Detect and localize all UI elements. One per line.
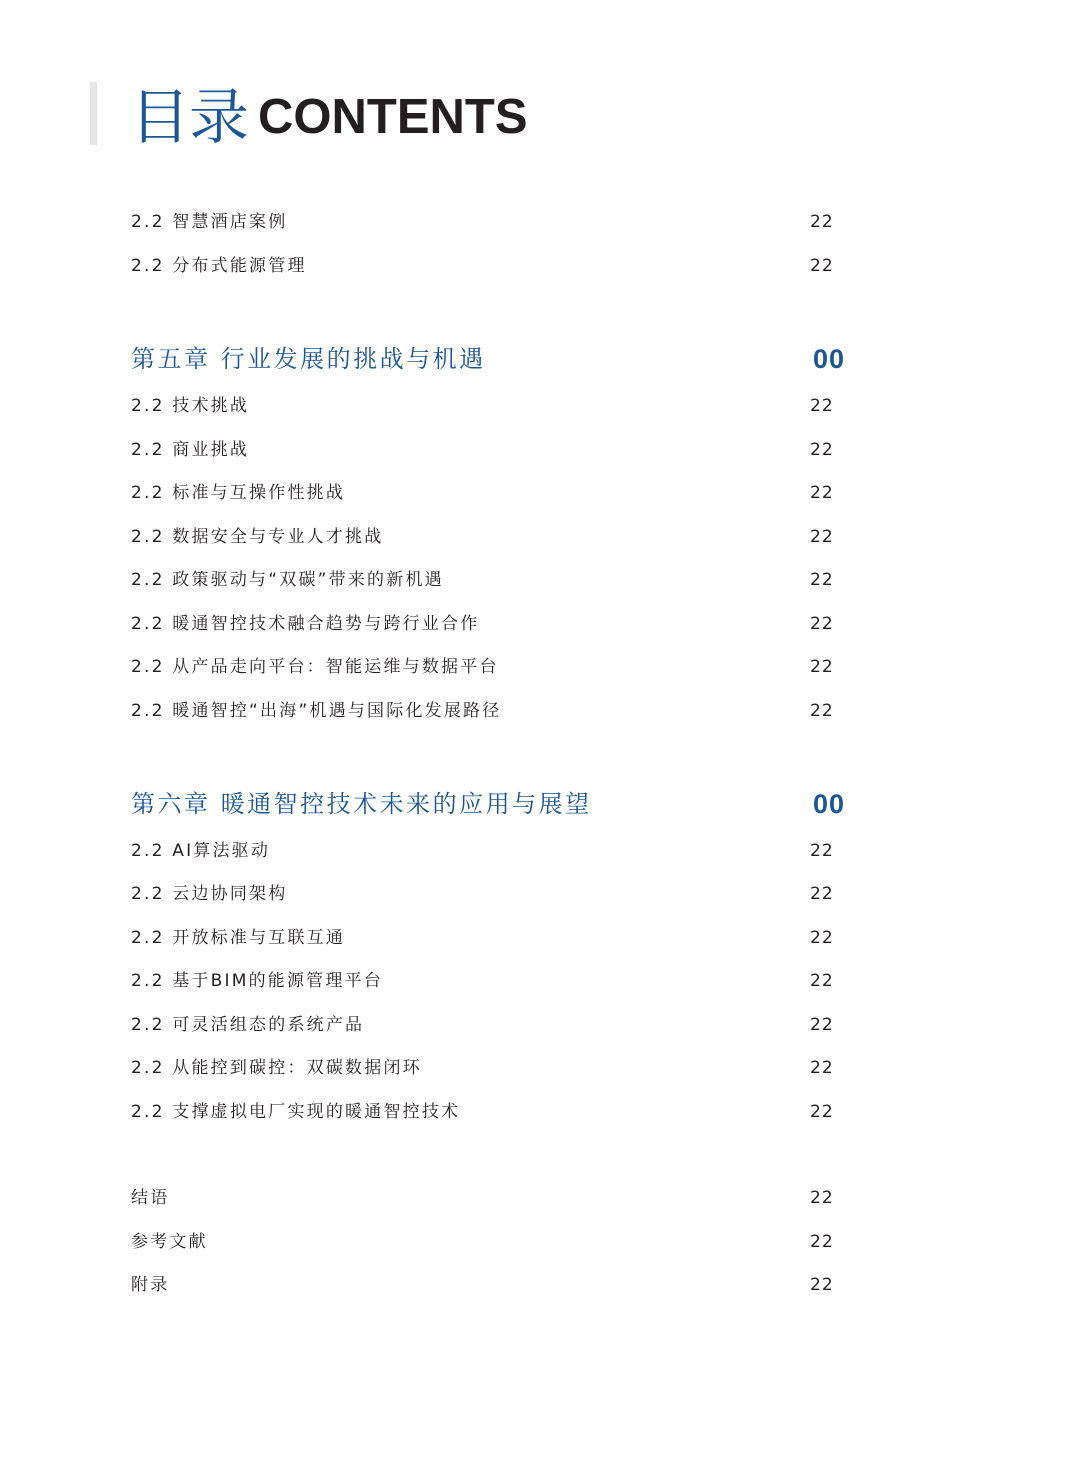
toc-chapter-6[interactable] [131,784,845,824]
title-accent-bar [90,82,97,145]
toc-entry-page: 22 [810,1275,834,1295]
toc-entry-label: 2.2 暖通智控技术融合趋势与跨行业合作 [131,614,480,634]
toc-entry[interactable] [131,565,845,595]
toc-entry-page: 22 [810,483,834,503]
toc-entry-page: 22 [810,841,834,861]
toc-entry[interactable] [131,923,845,953]
toc-entry-page: 22 [810,256,834,276]
toc-entry[interactable] [131,1097,845,1127]
toc-entry-label: 2.2 暖通智控“出海”机遇与国际化发展路径 [131,701,502,721]
chapter-title: 第六章 暖通智控技术未来的应用与展望 [131,790,592,818]
toc-entry[interactable] [131,609,845,639]
toc-entry-label: 2.2 标准与互操作性挑战 [131,483,346,503]
toc-entry[interactable] [131,696,845,726]
toc-entry-label: 2.2 从能控到碳控：双碳数据闭环 [131,1058,422,1078]
toc-entry-label: 2.2 可灵活组态的系统产品 [131,1015,365,1035]
toc-entry[interactable] [131,1010,845,1040]
toc-entry-page: 22 [810,527,834,547]
toc-entry[interactable] [131,522,845,552]
page-title [130,78,528,153]
toc-entry[interactable] [131,435,845,465]
toc-entry-label: 2.2 分布式能源管理 [131,256,307,276]
toc-entry-label: 2.2 云边协同架构 [131,884,288,904]
toc-entry[interactable] [131,1053,845,1083]
toc-entry-page: 22 [810,1188,834,1208]
toc-entry-label: 2.2 商业挑战 [131,440,250,460]
toc-entry[interactable] [131,391,845,421]
toc-entry[interactable] [131,251,845,281]
toc-chapter-5[interactable] [131,339,845,379]
toc-entry-references[interactable] [131,1227,845,1257]
toc-entry-label: 2.2 技术挑战 [131,396,250,416]
chapter-page: 00 [812,344,845,374]
toc-entry-label: 2.2 智慧酒店案例 [131,212,288,232]
toc-entry[interactable] [131,207,845,237]
title-chinese: 目录 [130,83,248,153]
toc-entry-label: 2.2 开放标准与互联互通 [131,928,346,948]
toc-entry-label: 结语 [131,1188,170,1208]
toc-entry-page: 22 [810,614,834,634]
toc-entry-label: 2.2 数据安全与专业人才挑战 [131,527,384,547]
toc-entry-page: 22 [810,701,834,721]
title-english: CONTENTS [258,90,528,144]
toc-entry-page: 22 [810,396,834,416]
toc-entry[interactable] [131,652,845,682]
toc-entry-page: 22 [810,657,834,677]
toc-entry-page: 22 [810,884,834,904]
toc-entry[interactable] [131,879,845,909]
toc-entry[interactable] [131,478,845,508]
toc-entry-page: 22 [810,1232,834,1252]
toc-entry-label: 2.2 支撑虚拟电厂实现的暖通智控技术 [131,1102,461,1122]
toc-entry-appendix[interactable] [131,1270,845,1300]
toc-entry-label: 2.2 从产品走向平台：智能运维与数据平台 [131,657,499,677]
toc-entry-conclusion[interactable] [131,1183,845,1213]
toc-entry[interactable] [131,966,845,996]
chapter-page: 00 [812,789,845,819]
toc-entry-page: 22 [810,1015,834,1035]
toc-entry-label: 附录 [131,1275,170,1295]
toc-entry-page: 22 [810,440,834,460]
toc-entry-label: 2.2 基于BIM的能源管理平台 [131,971,383,991]
toc-entry-label: 参考文献 [131,1232,208,1252]
toc-entry-label: 2.2 政策驱动与“双碳”带来的新机遇 [131,570,444,590]
toc-entry-page: 22 [810,1058,834,1078]
toc-entry-label: 2.2 AI算法驱动 [131,841,271,861]
chapter-title: 第五章 行业发展的挑战与机遇 [131,345,486,373]
toc-entry-page: 22 [810,570,834,590]
toc-entry[interactable] [131,836,845,866]
toc-entry-page: 22 [810,1102,834,1122]
toc-entry-page: 22 [810,212,834,232]
toc-entry-page: 22 [810,928,834,948]
toc-entry-page: 22 [810,971,834,991]
